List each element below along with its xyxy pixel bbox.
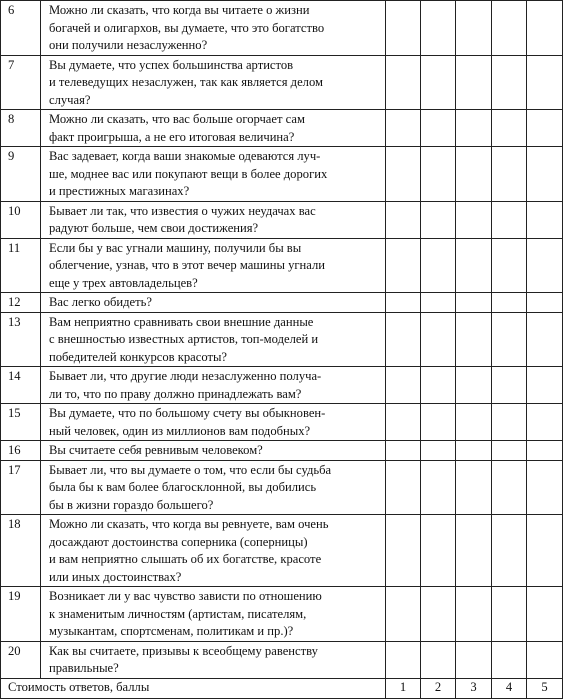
score-value: 2 [421,678,456,698]
answer-cell[interactable] [527,1,563,56]
question-text-line: ли то, что по праву должно принадлежать вам? [49,386,302,401]
question-number: 16 [1,441,41,461]
question-text-line: Вас задевает, когда ваши знакомые одеваются луч- [49,149,321,163]
answer-cell[interactable] [527,293,563,313]
answer-cell[interactable] [421,110,456,147]
question-text [41,293,386,313]
question-text-line: досаждают достоинства соперника (соперницы) [49,534,308,549]
question-text [41,238,386,293]
question-text-line: бы в жизни гораздо большего? [49,497,214,512]
answer-cell[interactable] [492,1,527,56]
answer-cell[interactable] [527,312,563,367]
question-text-line: или иных достоинствах? [49,569,182,584]
answer-cell[interactable] [386,55,421,110]
question-text [41,441,386,461]
question-row [1,238,563,293]
question-text-line: Бывает ли так, что известия о чужих неудачах вас [49,203,316,218]
answer-cell[interactable] [492,55,527,110]
question-number: 11 [1,238,41,293]
score-value: 4 [492,678,527,698]
score-footer-label: Стоимость ответов, баллы [1,678,386,698]
question-text-line: музыкантам, спортсменам, политикам и пр.)? [49,624,294,638]
question-text [41,587,386,642]
score-value: 5 [527,678,563,698]
question-number: 10 [1,201,41,238]
question-text-line: Можно ли сказать, что когда вы читаете о жизни [49,3,310,17]
answer-cell[interactable] [421,1,456,56]
answer-cell[interactable] [421,201,456,238]
answer-cell[interactable] [421,460,456,515]
answer-cell[interactable] [456,441,492,461]
answer-cell[interactable] [421,515,456,587]
answer-cell[interactable] [456,460,492,515]
question-text [41,312,386,367]
answer-cell[interactable] [386,110,421,147]
answer-cell[interactable] [527,110,563,147]
answer-cell[interactable] [492,404,527,441]
question-text-line: Как вы считаете, призывы к всеобщему равенству [49,643,318,658]
answer-cell[interactable] [421,147,456,202]
score-value: 1 [386,678,421,698]
answer-cell[interactable] [421,312,456,367]
answer-cell[interactable] [421,293,456,313]
answer-cell[interactable] [421,404,456,441]
answer-cell[interactable] [386,441,421,461]
answer-cell[interactable] [492,147,527,202]
question-text-line: Если бы у вас угнали машину, получили бы вы [49,240,302,255]
question-text-line: богачей и олигархов, вы думаете, что это богатство [49,20,325,35]
answer-cell[interactable] [456,238,492,293]
question-text-line: факт проигрыша, а не его итоговая величина? [49,129,295,144]
question-text [41,147,386,202]
answer-cell[interactable] [527,441,563,461]
question-text-line: Вам неприятно сравнивать свои внешние данные [49,314,314,329]
answer-cell[interactable] [456,147,492,202]
question-number: 15 [1,404,41,441]
question-text-line: Вас легко обидеть? [49,295,152,309]
answer-cell[interactable] [456,367,492,404]
answer-cell[interactable] [421,587,456,642]
answer-cell[interactable] [492,293,527,313]
question-text-line: Вы думаете, что по большому счету вы обыкновен- [49,406,326,420]
answer-cell[interactable] [386,641,421,678]
question-text [41,641,386,678]
question-number: 19 [1,587,41,642]
answer-cell[interactable] [456,201,492,238]
question-text-line: они получили незаслуженно? [49,38,208,52]
answer-cell[interactable] [386,147,421,202]
question-text-line: ше, моднее вас или покупают вещи в более дорогих [49,166,328,181]
answer-cell[interactable] [421,238,456,293]
answer-cell[interactable] [421,367,456,404]
answer-cell[interactable] [492,367,527,404]
question-text-line: была бы к вам более благосклонной, вы добились [49,480,317,494]
question-text-line: с внешностью известных артистов, топ-моделей и [49,332,319,346]
answer-cell[interactable] [456,404,492,441]
answer-cell[interactable] [456,55,492,110]
answer-cell[interactable] [386,587,421,642]
answer-cell[interactable] [386,1,421,56]
question-row [1,404,563,441]
question-row [1,641,563,678]
question-number: 17 [1,460,41,515]
question-row [1,1,563,56]
question-text [41,404,386,441]
score-value: 3 [456,678,492,698]
question-row [1,441,563,461]
question-number: 14 [1,367,41,404]
question-row [1,147,563,202]
question-text-line: Можно ли сказать, что вас больше огорчает сам [49,112,305,126]
answer-cell[interactable] [492,312,527,367]
answer-cell[interactable] [492,441,527,461]
answer-cell[interactable] [386,404,421,441]
answer-cell[interactable] [456,110,492,147]
answer-cell[interactable] [527,460,563,515]
question-row [1,293,563,313]
question-text-line: победителей конкурсов красоты? [49,349,228,364]
answer-cell[interactable] [386,201,421,238]
question-text-line: радуют больше, чем свои достижения? [49,221,259,235]
answer-cell[interactable] [386,515,421,587]
question-number: 18 [1,515,41,587]
answer-cell[interactable] [421,55,456,110]
answer-cell[interactable] [527,515,563,587]
answer-cell[interactable] [456,1,492,56]
answer-cell[interactable] [492,201,527,238]
answer-cell[interactable] [527,201,563,238]
answer-cell[interactable] [386,367,421,404]
answer-cell[interactable] [527,147,563,202]
question-text-line: и престижных магазинах? [49,184,190,198]
question-row [1,312,563,367]
question-rows [1,1,563,679]
answer-cell[interactable] [492,110,527,147]
answer-cell[interactable] [421,441,456,461]
question-row [1,587,563,642]
score-footer-row [1,678,563,698]
question-text-line: Возникает ли у вас чувство зависти по отношению [49,589,322,603]
question-row [1,55,563,110]
answer-cell[interactable] [527,55,563,110]
question-number: 6 [1,1,41,56]
question-text-line: и вам неприятно слышать об их богатстве, красоте [49,552,322,566]
question-number: 12 [1,293,41,313]
question-text-line: Бывает ли, что другие люди незаслуженно получа- [49,369,322,383]
answer-cell[interactable] [456,641,492,678]
answer-cell[interactable] [492,587,527,642]
answer-cell[interactable] [386,460,421,515]
question-row [1,201,563,238]
answer-cell[interactable] [386,293,421,313]
question-row [1,515,563,587]
question-text-line: Бывает ли, что вы думаете о том, что если бы судьба [49,462,332,477]
answer-cell[interactable] [456,312,492,367]
question-number: 20 [1,641,41,678]
question-number: 8 [1,110,41,147]
question-text-line: к знаменитым личностям (артистам, писателям, [49,606,307,621]
question-text [41,110,386,147]
question-number: 9 [1,147,41,202]
question-row [1,460,563,515]
question-text [41,1,386,56]
answer-cell[interactable] [492,460,527,515]
question-text-line: и телеведущих незаслужен, так как является делом [49,75,323,89]
question-text-line: Можно ли сказать, что когда вы ревнуете, вам очень [49,517,329,531]
question-text-line: еще у трех автовладельцев? [49,275,198,290]
answer-cell[interactable] [456,293,492,313]
question-text [41,367,386,404]
answer-cell[interactable] [492,515,527,587]
question-number: 13 [1,312,41,367]
question-text [41,201,386,238]
question-text-line: ный человек, один из миллионов вам подобных? [49,423,311,438]
answer-cell[interactable] [456,515,492,587]
answer-cell[interactable] [527,587,563,642]
answer-cell[interactable] [421,641,456,678]
answer-cell[interactable] [456,587,492,642]
question-text-line: правильные? [49,661,119,675]
answer-cell[interactable] [527,641,563,678]
question-text-line: Вы думаете, что успех большинства артистов [49,57,294,72]
question-row [1,110,563,147]
question-row [1,367,563,404]
answer-cell[interactable] [527,367,563,404]
question-text-line: облегчение, узнав, что в этот вечер машины угнали [49,258,326,272]
question-text-line: Вы считаете себя ревнивым человеком? [49,443,263,457]
answer-cell[interactable] [386,238,421,293]
question-text [41,55,386,110]
question-text [41,515,386,587]
answer-cell[interactable] [527,404,563,441]
question-number: 7 [1,55,41,110]
answer-cell[interactable] [386,312,421,367]
question-text [41,460,386,515]
answer-cell[interactable] [492,641,527,678]
answer-cell[interactable] [492,238,527,293]
question-text-line: случая? [49,92,91,107]
answer-cell[interactable] [527,238,563,293]
